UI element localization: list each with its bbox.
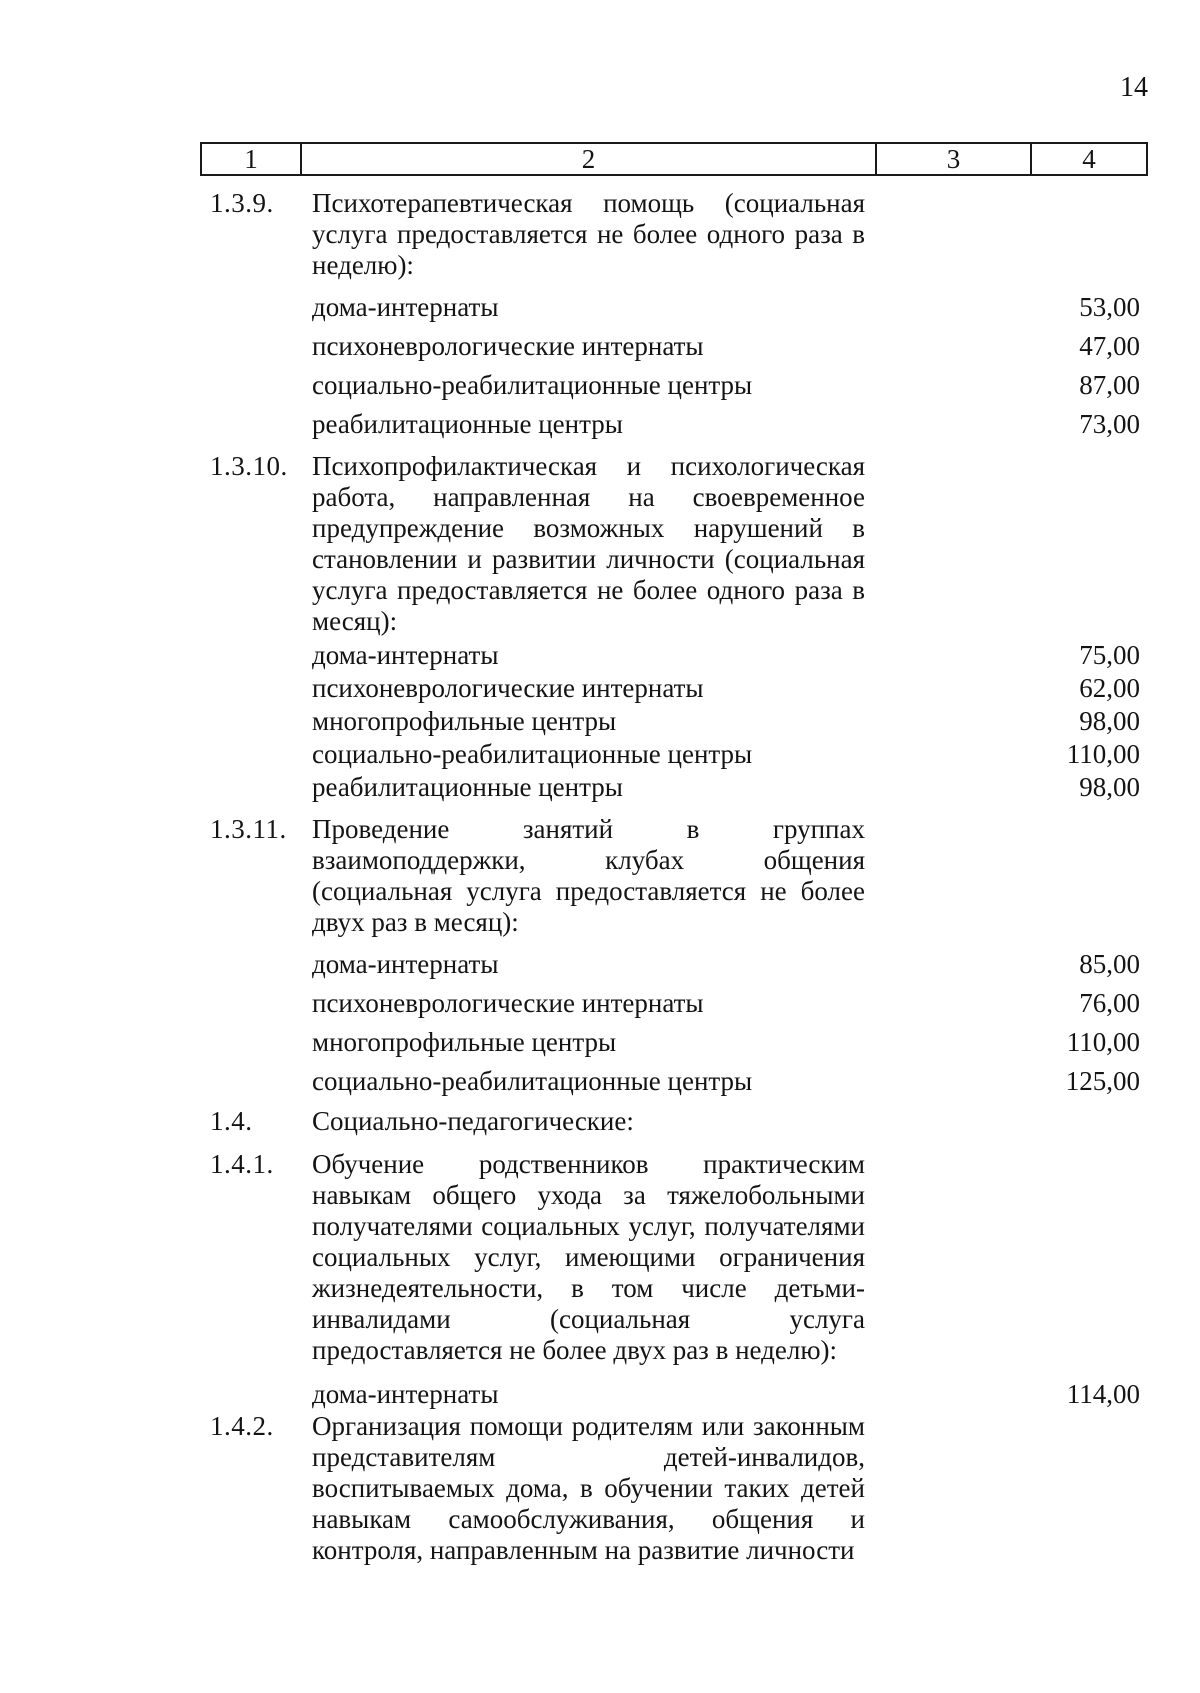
item-label: многопрофильные центры — [312, 706, 617, 736]
list-item — [210, 738, 1140, 771]
item-price: 85,00 — [1079, 949, 1140, 979]
item-label: социально-реабилитационные центры — [312, 1066, 753, 1096]
list-item — [210, 1065, 1140, 1098]
header-col-4: 4 — [1030, 144, 1146, 174]
item-price: 98,00 — [1079, 706, 1140, 736]
list-item — [210, 639, 1140, 672]
item-price: 110,00 — [1066, 739, 1140, 769]
item-price: 47,00 — [1079, 331, 1140, 361]
list-item — [210, 948, 1140, 981]
table-header-row — [200, 142, 1148, 176]
table-row — [210, 1411, 1140, 1566]
row-number: 1.3.10. — [210, 451, 288, 481]
table-row — [210, 451, 1140, 637]
table-row — [210, 1149, 1140, 1366]
row-number: 1.4.2. — [210, 1411, 274, 1441]
item-label: психоневрологические интернаты — [312, 331, 704, 361]
item-price: 98,00 — [1079, 772, 1140, 802]
item-label: дома-интернаты — [312, 292, 499, 322]
item-price: 87,00 — [1079, 370, 1140, 400]
row-number: 1.4.1. — [210, 1149, 274, 1179]
page-number: 14 — [1120, 72, 1148, 103]
list-item — [210, 408, 1140, 441]
row-description: Организация помощи родителям или законным представителям детей-инвалидов, воспитываемых дома, в обучении таких детей навыкам самообслуживания, общения и контроля, направленным на развитие личности — [312, 1411, 865, 1565]
header-col-3: 3 — [875, 144, 1030, 174]
item-price: 114,00 — [1066, 1379, 1140, 1409]
table-row — [210, 814, 1140, 938]
row-number: 1.3.11. — [210, 814, 287, 844]
item-label: психоневрологические интернаты — [312, 988, 704, 1018]
item-price: 110,00 — [1066, 1027, 1140, 1057]
item-price: 75,00 — [1079, 640, 1140, 670]
row-number: 1.3.9. — [210, 188, 274, 218]
row-description: Проведение занятий в группах взаимоподдержки, клубах общения (социальная услуга предоставляется не более двух раз в месяц): — [312, 814, 865, 937]
table-row — [210, 1106, 1140, 1137]
item-price: 76,00 — [1079, 988, 1140, 1018]
item-price: 73,00 — [1079, 409, 1140, 439]
item-label: социально-реабилитационные центры — [312, 370, 753, 400]
list-item — [210, 1378, 1140, 1411]
item-label: дома-интернаты — [312, 640, 499, 670]
table-body — [210, 180, 1140, 1566]
item-price: 53,00 — [1079, 292, 1140, 322]
header-col-1: 1 — [244, 143, 258, 174]
row-number: 1.4. — [210, 1106, 253, 1136]
list-item — [210, 987, 1140, 1020]
item-label: многопрофильные центры — [312, 1027, 617, 1057]
item-price: 125,00 — [1065, 1066, 1140, 1096]
item-label: дома-интернаты — [312, 949, 499, 979]
row-description: Социально-педагогические: — [312, 1106, 634, 1136]
list-item — [210, 330, 1140, 363]
item-label: реабилитационные центры — [312, 772, 623, 802]
list-item — [210, 369, 1140, 402]
item-label: дома-интернаты — [312, 1379, 499, 1409]
row-description: Психотерапевтическая помощь (социальная услуга предоставляется не более одного раза в неделю): — [312, 188, 865, 280]
header-col-2: 2 — [300, 144, 875, 174]
item-label: социально-реабилитационные центры — [312, 739, 753, 769]
table-row — [210, 188, 1140, 281]
list-item — [210, 705, 1140, 738]
list-item — [210, 1026, 1140, 1059]
list-item — [210, 291, 1140, 324]
item-label: психоневрологические интернаты — [312, 673, 704, 703]
row-description: Обучение родственников практическим навыкам общего ухода за тяжелобольными получателями социальных услуг, получателями социальных услуг, имеющими ограничения жизнедеятельности, в том числе детьми-инвалидами (социальная услуга предоставляется не более двух раз в неделю): — [312, 1149, 865, 1365]
list-item — [210, 771, 1140, 804]
item-label: реабилитационные центры — [312, 409, 623, 439]
list-item — [210, 672, 1140, 705]
item-price: 62,00 — [1079, 673, 1140, 703]
row-description: Психопрофилактическая и психологическая работа, направленная на своевременное предупреждение возможных нарушений в становлении и развитии личности (социальная услуга предоставляется не более одного раза в месяц): — [312, 451, 865, 636]
